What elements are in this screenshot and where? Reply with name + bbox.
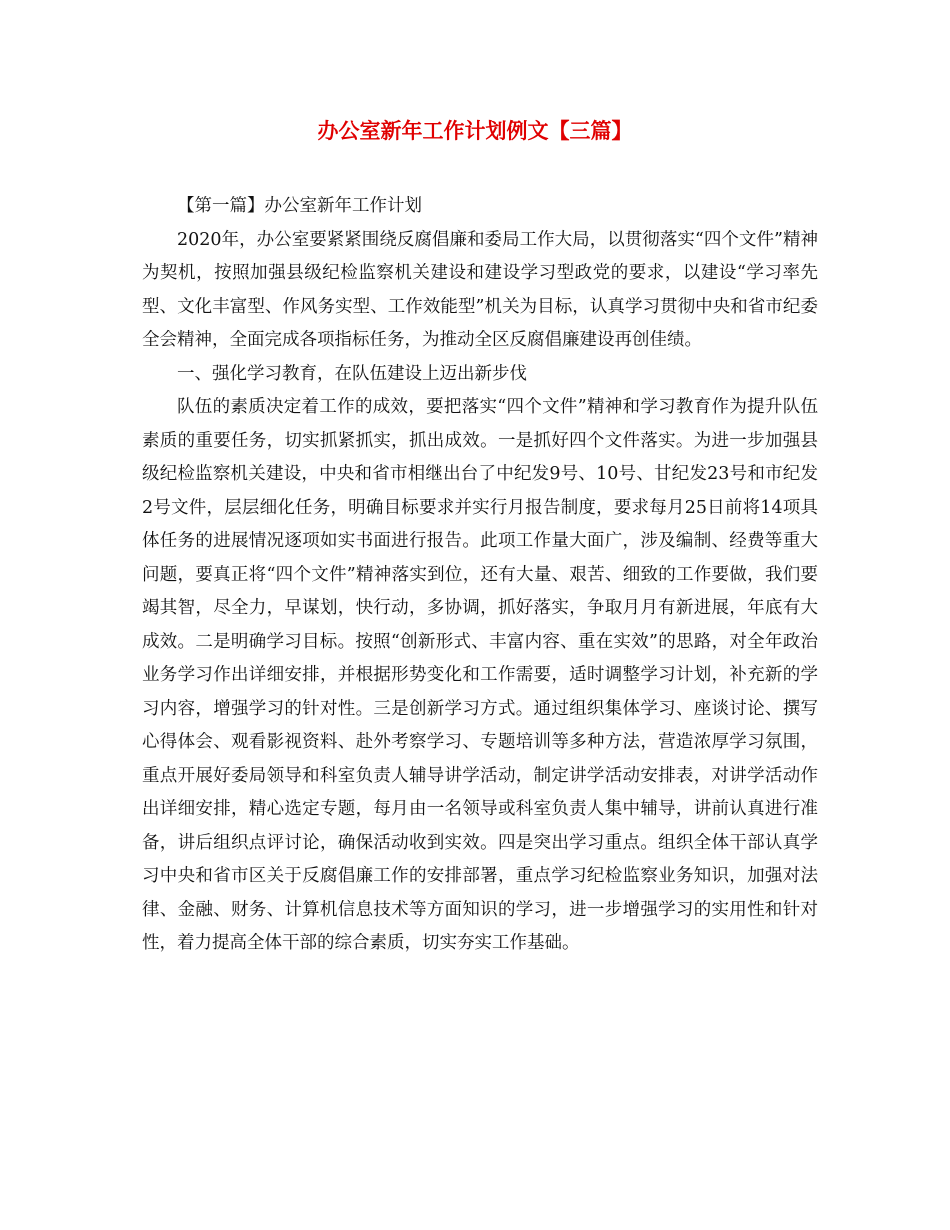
intro-paragraph: 2020年，办公室要紧紧围绕反腐倡廉和委局工作大局，以贯彻落实“四个文件”精神为契机，按照加强县级纪检监察机关建设和建设学习型政党的要求，以建设“学习率先型、文化丰富型、作风务实型、工作效能型”机关为目标，认真学习贯彻中央和省市纪委全会精神，全面完成各项指标任务，为推动全区反腐倡廉建设再创佳绩。 [142,229,818,350]
body-paragraph: 队伍的素质决定着工作的成效，要把落实“四个文件”精神和学习教育作为提升队伍素质的重要任务，切实抓紧抓实，抓出成效。一是抓好四个文件落实。为进一步加强县级纪检监察机关建设，中央和省市相继出台了中纪发9号、10号、甘纪发23号和市纪发2号文件，层层细化任务，明确目标要求并实行月报告制度，要求每月25日前将14项具体任务的进展情况逐项如实书面进行报告。此项工作量大面广，涉及编制、经费等重大问题，要真正将“四个文件”精神落实到位，还有大量、艰苦、细致的工作要做，我们要竭其智，尽全力，早谋划，快行动，多协调，抓好落实，争取月月有新进展，年底有大成效。二是明确学习目标。按照“创新形式、丰富内容、重在实效”的思路，对全年政治业务学习作出详细安排，并根据形势变化和工作需要，适时调整学习计划，补充新的学习内容，增强学习的针对性。三是创新学习方式。通过组织集体学习、座谈讨论、撰写心得体会、观看影视资料、赴外考察学习、专题培训等多种方法，营造浓厚学习氛围，重点开展好委局领导和科室负责人辅导讲学活动，制定讲学活动安排表，对讲学活动作出详细安排，精心选定专题，每月由一名领导或科室负责人集中辅导，讲前认真进行准备，讲后组织点评讨论，确保活动收到实效。四是突出学习重点。组织全体干部认真学习中央和省市区关于反腐倡廉工作的安排部署，重点学习纪检监察业务知识，加强对法律、金融、财务、计算机信息技术等方面知识的学习，进一步增强学习的实用性和针对性，着力提高全体干部的综合素质，切实夯实工作基础。 [142,397,818,953]
section-heading: 【第一篇】办公室新年工作计划 [177,196,422,216]
subsection-heading: 一、强化学习教育，在队伍建设上迈出新步伐 [177,363,527,384]
document-body [142,190,818,961]
document-title: 办公室新年工作计划例文【三篇】 [317,118,633,143]
